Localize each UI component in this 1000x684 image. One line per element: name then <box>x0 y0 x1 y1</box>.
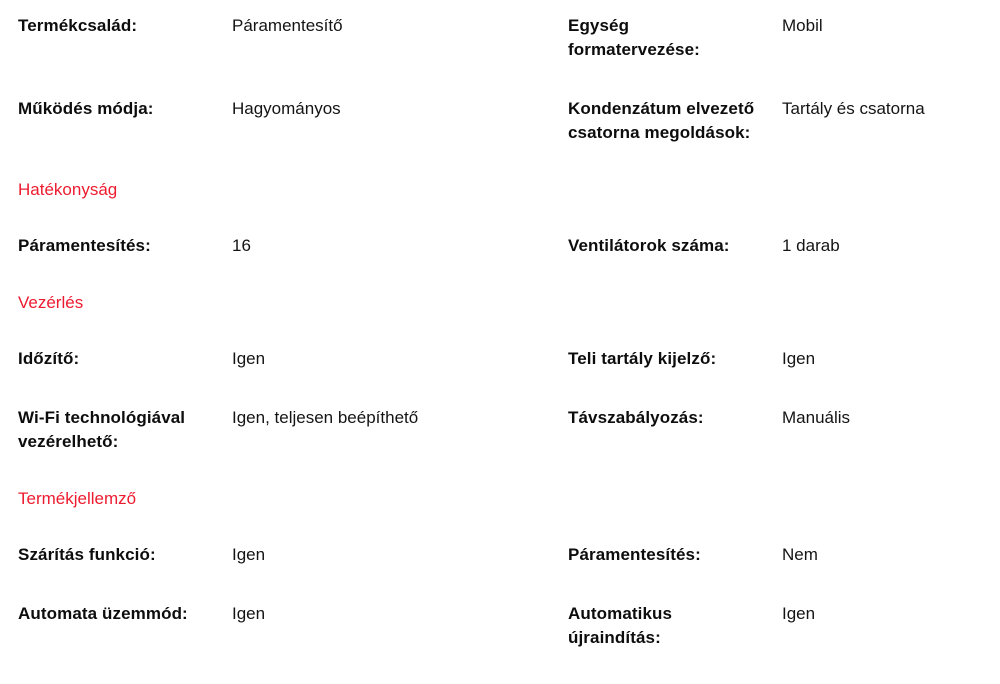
spec-label: Automata üzemmód: <box>18 604 188 623</box>
spec-label: Szárítás funkció: <box>18 545 156 564</box>
spec-value: Hagyományos <box>232 99 341 118</box>
spec-value: Páramentesítő <box>232 16 343 35</box>
spec-row <box>18 406 1000 454</box>
spec-value: Mobil <box>782 16 823 35</box>
spec-value: Igen <box>782 604 816 623</box>
spec-label: Termékcsalád: <box>18 16 138 35</box>
spec-value: Manuális <box>782 408 851 427</box>
spec-label: Kondenzátum elvezető csatorna megoldások: <box>568 99 755 142</box>
spec-row <box>18 97 1000 145</box>
spec-row <box>18 543 1000 567</box>
spec-value: 1 darab <box>782 236 840 255</box>
spec-value: Igen <box>232 604 266 623</box>
spec-row <box>18 14 1000 62</box>
spec-label: Időzítő: <box>18 349 80 368</box>
section-header-hatekonysag: Hatékonyság <box>18 180 118 199</box>
spec-row <box>18 234 1000 258</box>
spec-label: Automatikus újraindítás: <box>568 604 673 647</box>
spec-label: Páramentesítés: <box>18 236 151 255</box>
spec-row <box>18 602 1000 650</box>
section-header-vezerles: Vezérlés <box>18 293 84 312</box>
spec-label: Teli tartály kijelző: <box>568 349 717 368</box>
spec-label: Páramentesítés: <box>568 545 701 564</box>
spec-row <box>18 347 1000 371</box>
spec-label: Egység formatervezése: <box>568 16 700 59</box>
section-header-termekjellemzo: Termékjellemző <box>18 489 137 508</box>
spec-value: Igen <box>232 545 266 564</box>
spec-value: Nem <box>782 545 818 564</box>
spec-label: Wi-Fi technológiával vezérelhető: <box>18 408 186 451</box>
spec-value: Igen, teljesen beépíthető <box>232 408 419 427</box>
spec-value: Igen <box>782 349 816 368</box>
spec-label: Működés módja: <box>18 99 154 118</box>
spec-label: Ventilátorok száma: <box>568 236 730 255</box>
spec-label: Távszabályozás: <box>568 408 704 427</box>
spec-value: Tartály és csatorna <box>782 99 925 118</box>
spec-value: 16 <box>232 236 251 255</box>
spec-value: Igen <box>232 349 266 368</box>
